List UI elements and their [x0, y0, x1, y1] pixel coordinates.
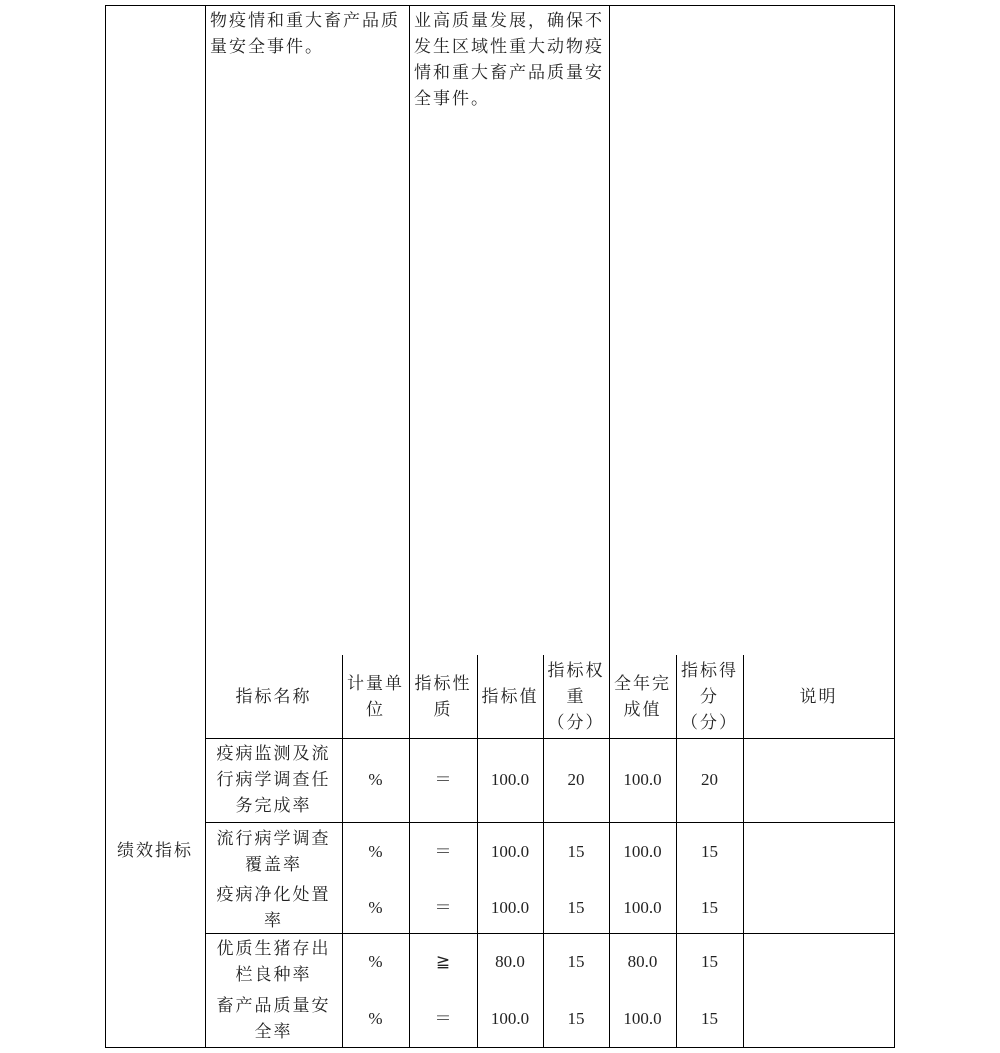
table-row-name: 疫病监测及流行病学调查任务完成率: [216, 744, 331, 816]
table-row-nature: ＝: [434, 897, 452, 917]
header-weight: 指标权重（分）: [547, 660, 605, 733]
table-row-note: [743, 933, 894, 991]
table-row-weight: 15: [567, 1009, 585, 1028]
table-row-note: [743, 822, 894, 882]
table-row-nature: ＝: [434, 842, 452, 861]
table-row-completion: 100.0: [623, 770, 662, 789]
top-col3-text: 业高质量发展，确保不发生区域性重大动物疫情和重大畜产品质量安全事件。: [414, 11, 604, 109]
table-row-weight: 15: [567, 897, 585, 917]
table-row-score: 15: [701, 952, 718, 971]
table-row-name: 疫病净化处置率: [216, 884, 331, 931]
table-bottom-border: [105, 1047, 895, 1048]
table-row-note: [743, 882, 894, 933]
table-right-border: [894, 5, 895, 1048]
table-row-name: 畜产品质量安全率: [216, 996, 331, 1042]
table-row-completion: 100.0: [623, 842, 662, 861]
header-unit: 计量单位: [347, 673, 404, 720]
table-row-nature: ＝: [434, 1009, 452, 1028]
header-name: 指标名称: [235, 686, 312, 707]
table-row-name: 流行病学调查覆盖率: [216, 829, 331, 875]
table-row-value: 80.0: [495, 952, 525, 971]
table-row-weight: 15: [567, 842, 585, 861]
table-row-value: 100.0: [490, 897, 530, 917]
table-row-completion: 100.0: [623, 897, 662, 917]
table-row-unit: %: [368, 1009, 383, 1028]
table-row-value: 100.0: [490, 770, 530, 789]
table-row-unit: %: [368, 770, 383, 789]
table-row-nature: ＝: [434, 770, 452, 789]
section-label: 绩效指标: [117, 841, 193, 861]
table-row-score: 15: [701, 842, 718, 861]
header-value: 指标值: [481, 686, 539, 707]
table-row-unit: %: [368, 897, 383, 917]
table-row-score: 15: [701, 897, 718, 917]
table-row-unit: %: [368, 842, 383, 861]
header-nature: 指标性质: [414, 673, 472, 720]
table-row-name: 优质生猪存出栏良种率: [216, 939, 331, 985]
table-row-weight: 20: [567, 770, 585, 789]
table-row-score: 15: [701, 1009, 718, 1028]
header-score: 指标得分（分）: [681, 660, 738, 733]
table-row-value: 100.0: [490, 842, 530, 861]
table-row-note: [743, 991, 894, 1047]
table-row-score: 20: [701, 770, 718, 789]
header-completion: 全年完成值: [614, 673, 671, 720]
header-note: 说明: [799, 686, 838, 707]
table-row-weight: 15: [567, 952, 585, 971]
table-row-value: 100.0: [490, 1009, 530, 1028]
table-row-completion: 80.0: [627, 952, 658, 971]
table-row-nature: ≧: [435, 952, 451, 971]
table-top-border: [105, 5, 895, 6]
table-row-note: [743, 738, 894, 822]
table-row-unit: %: [368, 952, 383, 971]
table-row-completion: 100.0: [623, 1009, 662, 1028]
top-col2-text: 物疫情和重大畜产品质量安全事件。: [210, 11, 400, 57]
